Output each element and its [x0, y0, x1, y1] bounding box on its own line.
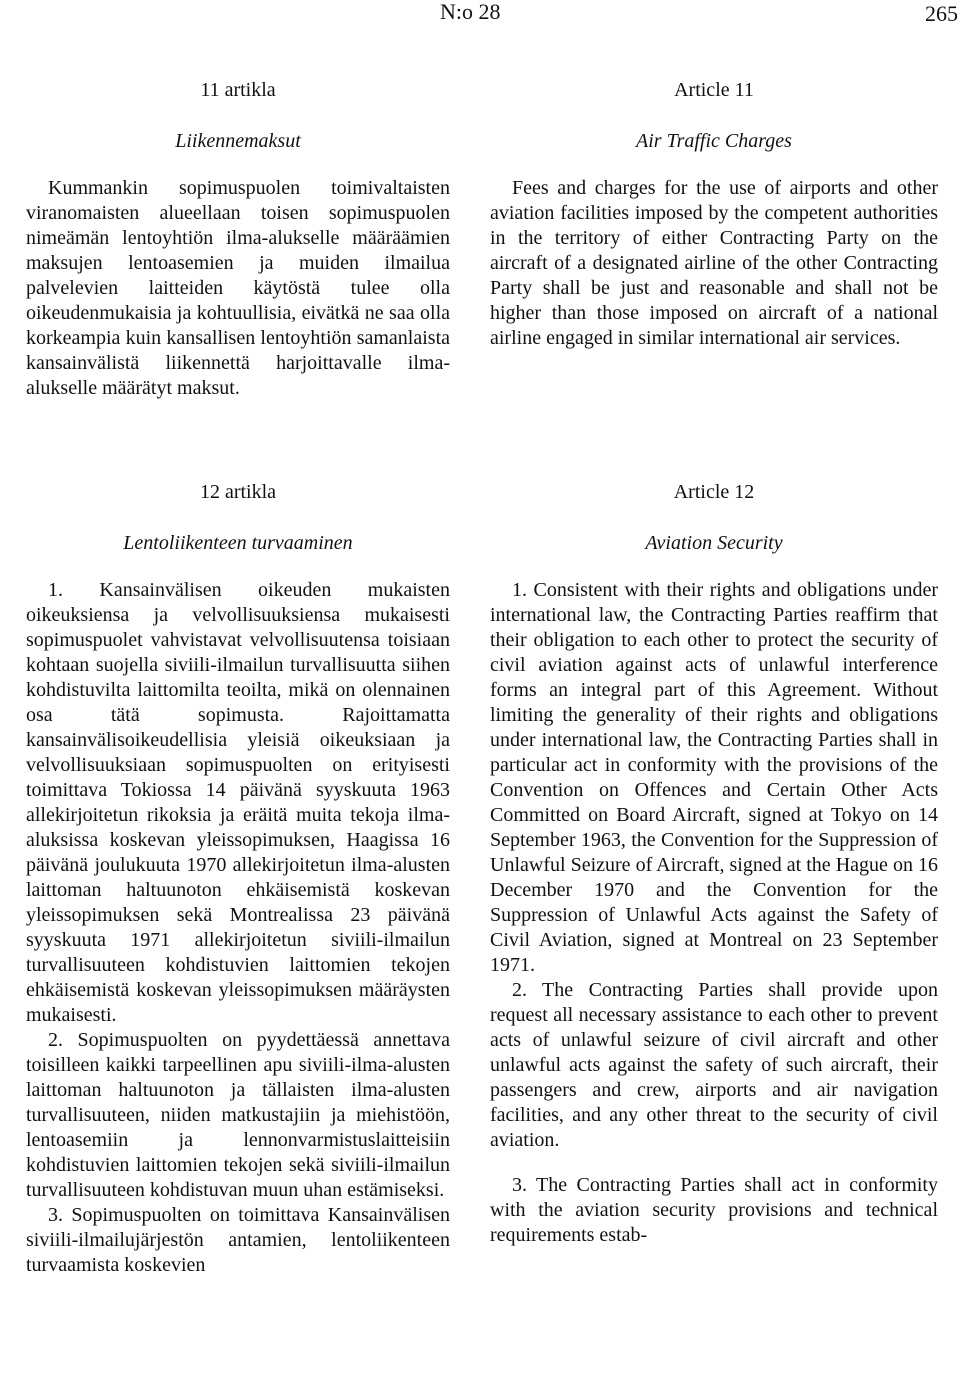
en-article-12-heading: Article 12 — [673, 481, 755, 503]
en-article-11 — [490, 78, 938, 351]
fi-article-11 — [26, 78, 450, 401]
page-number: 265 — [925, 1, 958, 26]
fi-article-11-body: Kummankin sopimuspuolen toimivaltaisten viranomaisten alueellaan toisen sopimuspuolen nimeämän lentoyhtiön ilma-alukselle määräämien maksujen lentoasemien ja muiden ilmailua palvelevien laitteiden käytöstä tulee olla oikeudenmukaisia ja kohtuullisia, eivätkä ne saa olla korkeampia kuin kansallisen lentoyhtiön samanlaista kansainvälistä liikennettä harjoittavalle ilma-alukselle määrätyt maksut. — [26, 177, 450, 399]
en-article-11-heading: Article 11 — [674, 79, 754, 101]
fi-article-12-title: Lentoliikenteen turvaaminen — [123, 532, 353, 554]
fi-article-12-paragraph-2: 2. Sopimuspuolten on pyydettäessä annettava toisilleen kaikki tarpeellinen apu siviili-ilma-alusten laittoman haltuunoton ja tällaisten ilma-alusten turvallisuuteen, niiden matkustajiin ja miehistöön, lentoasemiin ja lennonvarmistuslaitteisiin kohdistuvien laittomien tekojen sekä siviili-ilmailun turvallisuuteen kohdistuvan muun uhan estämiseksi. — [26, 1029, 450, 1201]
en-article-11-body: Fees and charges for the use of airports and other aviation facilities imposed by the competent authorities in the territory of either Contracting Party on the aircraft of a designated airline of the other Contracting Party shall be just and reasonable and shall not be higher than those imposed on aircraft of a national airline engaged in similar international air services. — [490, 177, 938, 349]
fi-article-12-heading: 12 artikla — [199, 481, 277, 503]
en-article-12-paragraph-1: 1. Consistent with their rights and obligations under international law, the Contracting Parties reaffirm that their obligation to each other to protect the security of civil aviation against acts of unlawful interference forms an integral part of this Agreement. Without limiting the generality of their rights and obligations under international law, the Contracting Parties shall in particular act in conformity with the provisions of the Convention on Offences and Certain Other Acts Committed on Board Aircraft, signed at Tokyo on 14 September 1963, the Convention for the Suppression of Unlawful Seizure of Aircraft, signed at the Hague on 16 December 1970 and the Convention for the Suppression of Unlawful Acts against the Safety of Civil Aviation, signed at Montreal on 23 September 1971. — [490, 579, 938, 976]
fi-article-11-heading: 11 artikla — [200, 79, 276, 101]
en-article-11-title: Air Traffic Charges — [636, 130, 792, 152]
en-article-12-paragraph-2: 2. The Contracting Parties shall provide upon request all necessary assistance to each other to prevent acts of unlawful seizure of civil aircraft and other unlawful acts against the safety of such aircraft, their passengers and crew, airports and air navigation facilities, and any other threat to the security of civil aviation. — [490, 979, 938, 1151]
page-header — [0, 0, 960, 40]
fi-article-12-paragraph-3: 3. Sopimuspuolten on toimittava Kansainvälisen siviili-ilmailujärjestön antamien, lentoliikenteen turvaamista koskevien — [26, 1204, 450, 1276]
document-number: N:o 28 — [440, 0, 501, 24]
en-article-12-paragraph-3: 3. The Contracting Parties shall act in conformity with the aviation security provisions and technical requirements estab- — [490, 1174, 938, 1246]
en-article-12 — [490, 480, 938, 1248]
fi-article-12-paragraph-1: 1. Kansainvälisen oikeuden mukaisten oikeuksiensa ja velvollisuuksiensa mukaisesti sopimuspuolet vahvistavat velvollisuutensa toisiaan kohtaan suojella siviili-ilmailun turvallisuutta siihen kohdistuvilta laittomilta teoilta, mikä on olennainen osa tätä sopimusta. Rajoittamatta kansainvälisoikeudellisia yleisiä oikeuksiaan ja velvollisuuksiaan sopimuspuolten on erityisesti toimittava Tokiossa 14 päivänä syyskuuta 1963 allekirjoitetun rikoksia ja eräitä muita tekoja ilma-aluksissa koskevan yleissopimuksen, Haagissa 16 päivänä joulukuuta 1970 allekirjoitetun ilma-alusten laittoman haltuunoton ehkäisemistä koskevan yleissopimuksen sekä Montrealissa 23 päivänä syyskuuta 1971 allekirjoitetun siviili-ilmailun turvallisuuteen kohdistuvien laittomien tekojen ehkäisemistä koskevan yleissopimuksen määräysten mukaisesti. — [26, 579, 450, 1026]
fi-article-11-title: Liikennemaksut — [175, 130, 301, 152]
fi-article-12 — [26, 480, 450, 1278]
en-article-12-title: Aviation Security — [645, 532, 783, 554]
